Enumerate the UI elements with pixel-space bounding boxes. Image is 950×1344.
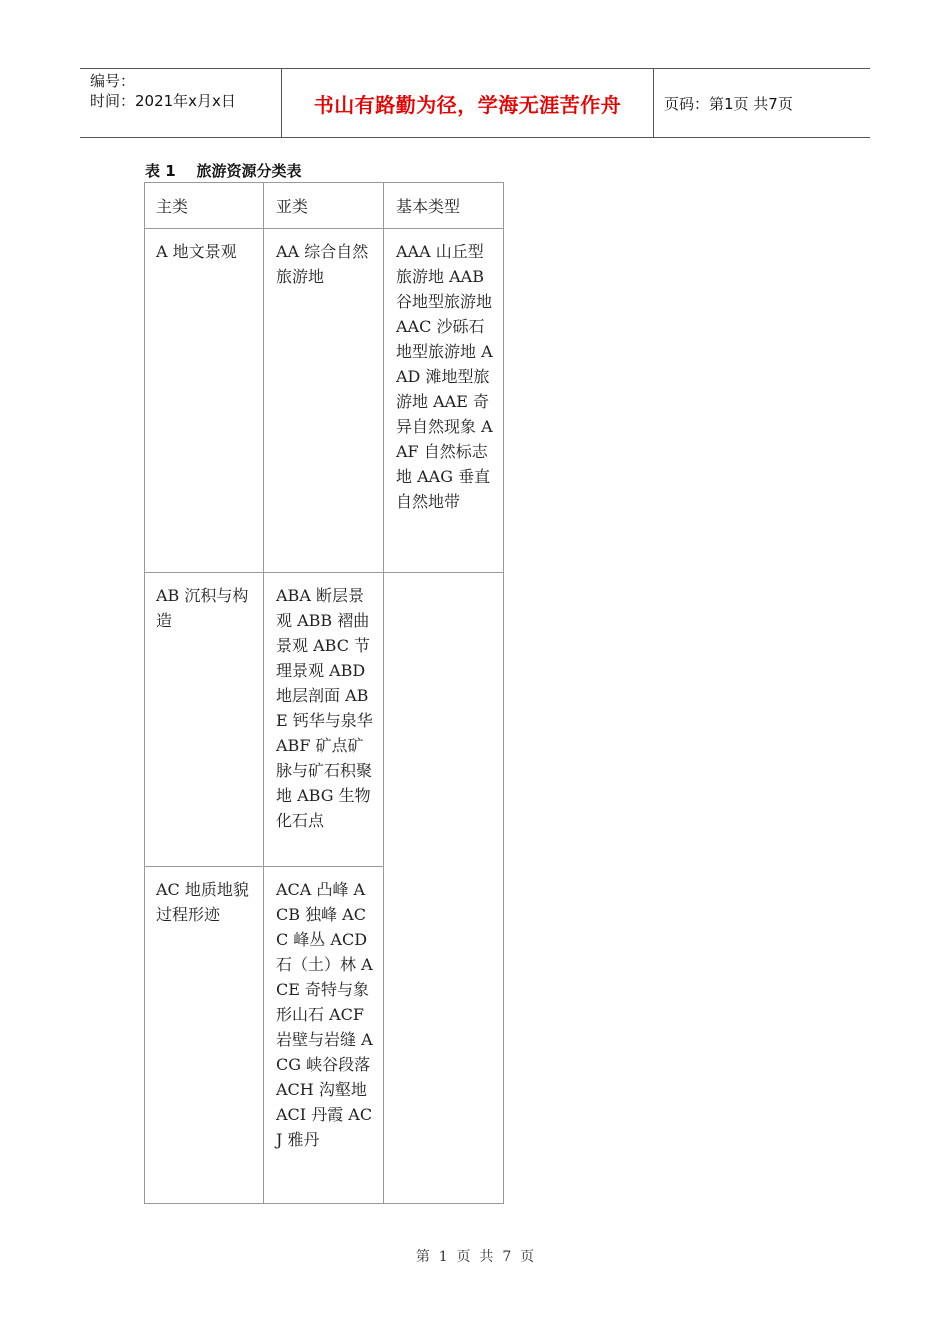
row2-main: AB 沉积与构造: [156, 586, 249, 630]
table-border-bottom-right: [383, 1203, 504, 1204]
column-header-sub: 亚类: [276, 197, 309, 216]
time-label: 时间：2021年x月x日: [90, 92, 236, 110]
column-header-basic: 基本类型: [396, 197, 461, 216]
header-row-divider: [144, 228, 504, 229]
table-caption: 表 1 旅游资源分类表: [145, 162, 302, 180]
page-footer: 第 1 页 共 7 页: [415, 1249, 535, 1265]
table-border-left: [144, 182, 145, 1204]
header-page-info: 页码：第1页 共7页: [664, 94, 793, 113]
header-motto: 书山有路勤为径，学海无涯苦作舟: [313, 92, 622, 117]
classification-table: [144, 182, 504, 1204]
column-header-main: 主类: [156, 197, 189, 216]
table-border-top: [144, 182, 504, 183]
row2-sub: ABA 断层景观 ABB 褶曲景观 ABC 节理景观 ABD 地层剖面 ABE 钙华与泉华 ABF 矿点矿脉与矿石积聚地 ABG 生物化石点: [276, 586, 373, 830]
row2-divider: [144, 866, 384, 867]
table-border-bottom-left: [144, 1203, 384, 1204]
header-motto-cell: [282, 69, 654, 137]
row3-sub: ACA 凸峰 ACB 独峰 ACC 峰丛 ACD 石（土）林 ACE 奇特与象形山石 ACF 岩壁与岩缝 ACG 峡谷段落 ACH 沟壑地 ACI 丹霞 ACJ 雅丹: [276, 880, 373, 1149]
page-header: [80, 68, 870, 138]
row3-main: AC 地质地貌过程形迹: [156, 880, 249, 924]
row1-divider: [144, 572, 504, 573]
header-meta: [80, 69, 282, 137]
serial-label: 编号：: [90, 72, 136, 90]
row1-basic: AAA 山丘型旅游地 AAB 谷地型旅游地 AAC 沙砾石地型旅游地 AAD 滩地型旅游地 AAE 奇异自然现象 AAF 自然标志地 AAG 垂直自然地带: [396, 242, 493, 511]
row1-main: A 地文景观: [156, 242, 237, 261]
row1-sub: AA 综合自然旅游地: [276, 242, 369, 286]
